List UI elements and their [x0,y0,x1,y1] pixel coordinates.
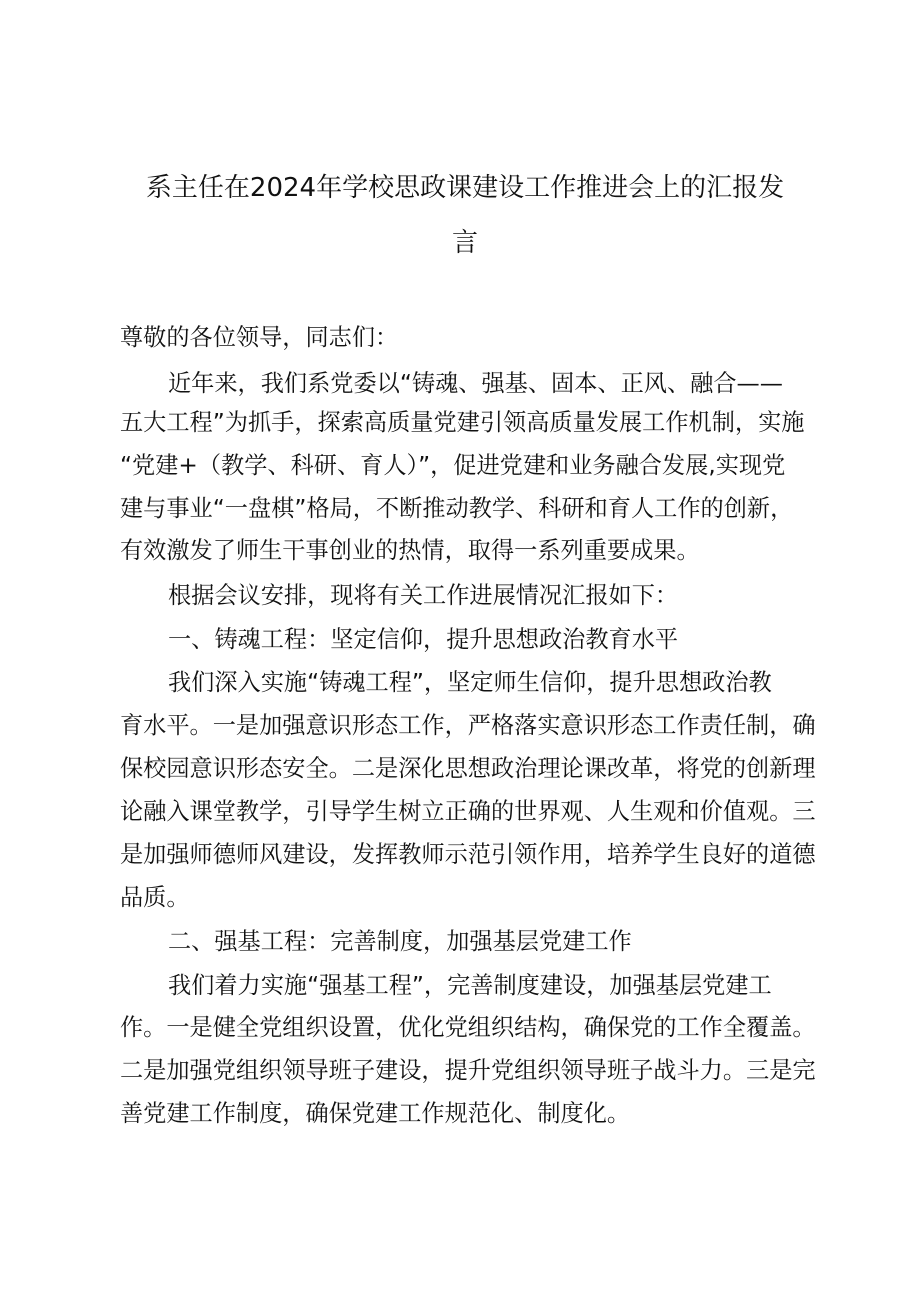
paragraph-line: 论融入课堂教学，引导学生树立正确的世界观、人生观和价值观。三 [120,798,816,825]
paragraph-line: 根据会议安排，现将有关工作进展情况汇报如下： [168,582,679,609]
paragraph-line: 二是加强党组织领导班子建设，提升党组织领导班子战斗力。三是完 [120,1057,816,1084]
paragraph-line: 五大工程”为抓手，探索高质量党建引领高质量发展工作机制，实施 [120,409,805,436]
paragraph-line: 育水平。一是加强意识形态工作，严格落实意识形态工作责任制，确 [120,712,816,739]
paragraph-line: 我们着力实施“强基工程”，完善制度建设，加强基层党建工 [168,972,772,999]
paragraph-line: 我们深入实施“铸魂工程”，坚定师生信仰，提升思想政治教 [168,669,772,696]
paragraph-line: 近年来，我们系党委以“铸魂、强基、固本、正风、融合—— [168,370,783,397]
paragraph-line: 善党建工作制度，确保党建工作规范化、制度化。 [120,1100,631,1127]
paragraph-line: 是加强师德师风建设，发挥教师示范引领作用，培养学生良好的道德 [120,841,816,868]
paragraph-line: 作。一是健全党组织设置，优化党组织结构，确保党的工作全覆盖。 [120,1014,816,1041]
paragraph-line: 品质。 [120,884,190,911]
paragraph-line: 保校园意识形态安全。二是深化思想政治理论课改革，将党的创新理 [120,755,816,782]
section-heading-1: 一、铸魂工程：坚定信仰，提升思想政治教育水平 [168,626,679,653]
paragraph-line: 有效激发了师生干事创业的热情，取得一系列重要成果。 [120,537,700,564]
greeting: 尊敬的各位领导，同志们： [120,324,399,351]
paragraph-line: 建与事业“一盘棋”格局，不断推动教学、科研和育人工作的创新， [120,495,794,522]
document-title-line-1: 系主任在2024年学校思政课建设工作推进会上的汇报发 [145,173,785,203]
paragraph-line: “党建+（教学、科研、育人）”，促进党建和业务融合发展,实现党 [120,452,786,479]
section-heading-2: 二、强基工程：完善制度，加强基层党建工作 [168,928,632,955]
document-title-line-2: 言 [451,228,478,258]
